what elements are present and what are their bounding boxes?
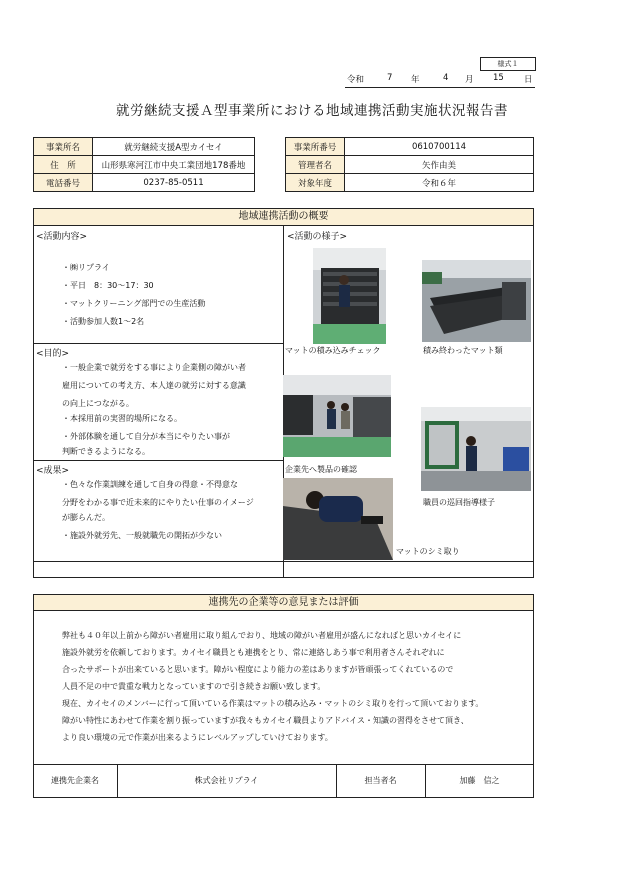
info-table-left (33, 137, 255, 192)
label-contact-person: 担当者名 (364, 776, 397, 785)
partner-company: 株式会社リプライ (194, 776, 259, 785)
form-number: 様式１ (480, 57, 536, 71)
result-header: <成果> (36, 466, 70, 476)
date-day: 15 (493, 73, 504, 83)
photos-header: <活動の様子> (287, 232, 348, 242)
purpose-line: 判断できるようになる。 (62, 447, 150, 456)
activity-header: <活動内容> (36, 232, 88, 242)
fiscal-year: 令和６年 (345, 174, 534, 192)
caption-staff-rounds: 職員の巡回指導様子 (423, 498, 495, 507)
caption-stain-removal: マットのシミ取り (396, 547, 460, 556)
photo-product-check (283, 375, 391, 457)
evaluation-line: 合ったサポートが出来ていると思います。障がい程度により能力の差はありますが皆頑張ってくれているので (62, 665, 454, 674)
evaluation-line: 施設外就労を依頼しております。カイセイ職員とも連携をとり、常に連絡しあう事で利用者さんそれぞれに (62, 648, 445, 657)
photo-mat-loading-check (313, 248, 386, 344)
phone: 0237-85-0511 (93, 174, 255, 192)
purpose-line: 雇用についての考え方、本人達の就労に対する意識 (62, 381, 246, 390)
photo-stain-removal (283, 478, 393, 560)
date-year: 7 (387, 73, 393, 83)
report-date (345, 71, 535, 88)
label-fiscal-year: 対象年度 (286, 174, 345, 192)
result-line: 分野をわかる事で近未来的にやりたい仕事のイメージ (62, 498, 254, 507)
activity-line: ・マットクリーニング部門での生産活動 (62, 299, 206, 308)
date-month: 4 (443, 73, 449, 83)
purpose-line: の向上につながる。 (62, 399, 134, 408)
address: 山形県寒河江市中央工業団地178番地 (93, 156, 255, 174)
evaluation-title: 連携先の企業等の意見または評価 (33, 594, 534, 611)
divider-bottom (33, 561, 534, 562)
result-line: ・色々な作業訓練を通して自身の得意・不得意な (62, 480, 238, 489)
result-line: ・施設外就労先、一般就職先の開拓が少ない (62, 531, 222, 540)
manager-name: 矢作由美 (345, 156, 534, 174)
info-table-right (285, 137, 534, 192)
label-office-name: 事業所名 (34, 138, 93, 156)
office-name: 就労継続支援A型カイセイ (93, 138, 255, 156)
date-day-unit: 日 (524, 75, 533, 85)
label-phone: 電話番号 (34, 174, 93, 192)
caption-product-check: 企業先へ製品の確認 (285, 465, 357, 474)
activity-line: ・㈱リプライ (62, 263, 110, 272)
divider-activity (33, 343, 283, 344)
date-year-unit: 年 (411, 75, 420, 85)
label-manager: 管理者名 (286, 156, 345, 174)
purpose-line: ・外部体験を通して自分が本当にやりたい事が (62, 432, 230, 441)
date-era: 令和 (347, 75, 365, 85)
purpose-header: <目的> (36, 349, 70, 359)
caption-stacked-mats: 積み終わったマット類 (423, 346, 503, 355)
contact-person: 加藤 信之 (459, 776, 500, 785)
activity-line: ・活動参加人数1～2名 (62, 317, 145, 326)
label-address: 住 所 (34, 156, 93, 174)
purpose-line: ・一般企業で就労をする事により企業側の障がい者 (62, 363, 246, 372)
evaluation-line: 障がい特性にあわせて作業を割り振っていますが我々もカイセイ職員よりアドバイス・知識の習得をさせて頂き、 (62, 716, 469, 725)
label-office-number: 事業所番号 (286, 138, 345, 156)
page-title: 就労継続支援Ａ型事業所における地域連携活動実施状況報告書 (116, 103, 508, 119)
label-partner-company: 連携先企業名 (51, 776, 99, 785)
photo-stacked-mats (422, 260, 531, 342)
activity-line: ・平日 8：30～17：30 (62, 281, 154, 290)
evaluation-line: 人員不足の中で貴重な戦力となっていますので引き続きお願い致します。 (62, 682, 326, 691)
evaluation-line: より良い環境の元で作業が出来るようにレベルアップしていけております。 (62, 733, 333, 742)
evaluation-line: 現在、カイセイのメンバーに行って頂いている作業はマットの積み込み・マットのシミ取りを行って頂いております。 (62, 699, 484, 708)
footer-divider (33, 764, 534, 765)
photo-staff-rounds (421, 407, 531, 491)
date-month-unit: 月 (465, 75, 474, 85)
result-line: が膨らんだ。 (62, 513, 110, 522)
office-number: 0610700114 (345, 138, 534, 156)
overview-title: 地域連携活動の概要 (33, 208, 534, 226)
purpose-line: ・本採用前の実習的場所になる。 (62, 414, 182, 423)
caption-mat-loading-check: マットの積み込みチェック (285, 346, 381, 355)
evaluation-line: 弊社も４０年以上前から障がい者雇用に取り組んでおり、地域の障がい者雇用が盛んになればと思いカイセイに (62, 631, 462, 640)
